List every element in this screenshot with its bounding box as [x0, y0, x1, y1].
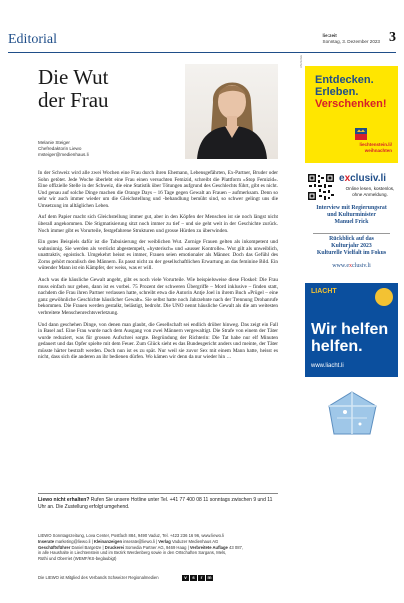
divider: [38, 493, 278, 494]
ad-liacht[interactable]: [305, 283, 398, 377]
paragraph: Auf dem Papier macht sich Gleichstellung immer gut, aber in den Köpfen der Menschen ist sie noch längst nicht überall angekommen. Die Stigmatisierung sitzt noch immer zu tief – und sie geht weit in der Geschichte zurück. Noch immer gibt es Vorurteile, festgefahrene Strukturen und grosse Hürden zu überwinden.: [38, 214, 278, 234]
logo-part: e: [339, 173, 345, 184]
paragraph: In der Schweiz wird alle zwei Wochen eine Frau durch ihren Ehemann, Lebensgefährten, Ex-Partner, Bruder oder Sohn getötet. Jede Woche überlebt eine Frau einen versuchten Femizid, schreibt die Plattform «Stop Femizid». Eine offizielle Stelle in der Schweiz, die eine Statistik über Tötungen aufgrund des Geschlechts führt, gibt es nicht. Und genau auf solche Dinge machen die Orange Days – 16 Tage gegen Gewalt an Frauen – aufmerksam. Denn so sehr wir auch immer wieder um die Gleichstellung und -behandlung bemüht sind, so schwer gelingt uns die Umsetzung im alltäglichen Leben.: [38, 170, 278, 209]
link-part: clusiv.li: [352, 263, 371, 269]
badge-icon: [375, 288, 393, 306]
ad-subline-text: ohne Anmeldung.: [352, 191, 388, 197]
notice-title: Liewo nicht erhalten?: [38, 497, 90, 503]
ad-subline: [341, 186, 399, 197]
ad-liechtenstein[interactable]: [305, 66, 398, 163]
logo-part: x: [344, 173, 351, 184]
ad-interview: [305, 205, 398, 226]
ad-text: und Kulturminister: [327, 212, 376, 218]
ad-link[interactable]: [305, 263, 398, 269]
impressum-line: Rüthi und Oberriet (WEMF/KS-beglaubigt): [38, 556, 117, 562]
impressum-text: Somedia Partner AG, 9469 Haag |: [124, 544, 190, 550]
brand-name: lie:zeit: [322, 33, 337, 38]
vsrm-letter: v: [182, 575, 189, 581]
ad-text: Rückblick auf das: [329, 236, 374, 242]
divider: [313, 233, 390, 234]
impressum-text: Vaduzer Medienhaus AG: [170, 538, 219, 544]
ad-headline: Verschenken!: [315, 98, 387, 110]
vsrm-logo: [182, 575, 213, 581]
paragraph: Auch was die häusliche Gewalt angeht, gibt es noch viele Vorurteile. Wie beispielsweise diese Floskel: Die Frau muss einfach nur gehen, dann ist es vorbei. 75 Prozent der schweren Übergriffe – Mord inklusive – finden statt, nachdem die Frau ihren Partner verlassen hatte, schreibt etwa die Autorin Antje Joel in ihrem Buch «Prügel – eine ganz gewöhnliche Geschichte häuslicher Gewalt». Sie selbst hatte noch Jahrzehnte nach der Trennung Drohanrufe bekommen. Die Frauen werden gestalkt, belästigt, bedroht. Die UNO nennt häusliche Gewalt als die am weitesten verbreitete Menschenrechtsverletzung.: [38, 277, 278, 316]
impressum-text: 43 087,: [227, 544, 244, 550]
ad-link[interactable]: [359, 142, 392, 153]
link-part: x: [349, 263, 352, 269]
impressum-line: in alle Haushalte in Liechtenstein und im Bezirk Werdenberg sowie in den Ortschaften Sargans, Mels,: [38, 550, 227, 556]
delivery-notice: [38, 497, 278, 510]
headline-line: Die Wut: [38, 65, 109, 89]
ad-link[interactable]: www.liacht.li: [311, 363, 344, 369]
ad-text: Kulturelle Vielfalt im Fokus: [316, 250, 387, 256]
impressum-text: marketing@liewo.li |: [54, 538, 94, 544]
impressum-text: inserate@liewo.li |: [122, 538, 159, 544]
ad-image[interactable]: [325, 388, 380, 438]
author-photo: [185, 64, 278, 159]
ad-subline-text: Online lesen, kostenlos,: [345, 186, 395, 191]
paragraph: Ein gutes Beispiels dafür ist die Tabuisierung der weiblichen Wut. Zornige Frauen gelten als inkompetent und wahnsinnig. Sie werden als verrückt abgestempelt, «hysterisch» und «ausser Kontrolle». Wut gilt als unweiblich, unattraktiv, egoistisch. Umgekehrt heisst es immer, Frauen seien emotionaler als Männer. Doch das Gefühl des Zorns gehört moralisch den Männern. Es passt nicht zu der gesellschaftlichen Erwartung an das feminine Bild. Ein wütender Mann ist ein Kämpfer, der weiss, was er will.: [38, 239, 278, 272]
page-header: [8, 30, 396, 52]
ad-label: ANZEIGE: [299, 54, 303, 68]
ad-text: Interview mit Regierungsrat: [316, 205, 387, 211]
ad-headline: Wir helfen: [311, 321, 389, 338]
crown-icon: [355, 128, 367, 140]
impressum-label: Druckerei: [104, 544, 125, 550]
ad-exclusiv[interactable]: [305, 171, 398, 273]
liacht-logo: LIACHT: [311, 288, 337, 295]
paragraph: Und dann geschehen Dinge, von denen man glaubt, die Gesellschaft sei endlich drüber hinweg. Das zeigt ein Fall in Basel auf. Eine Frau wurde nach dem Ausgang von zwei Männern vergewaltigt. Die Strafe von einem der Täter wurde reduziert, was für grossen Aufschrei sorgte. Begründung der Richterin: Die Tat habe nur elf Minuten gedauert und das Opfer spielte mit dem Feuer. Zum Glück sieht es das Bundesgericht anders und meinte, der Täter müsste härter bestraft werden. Doch nun ist es zu spät. Nur weil sie zuvor Sex mit einem Mann hatte, heisst es nicht, dass sich die anderen an ihr bedienen dürfen. Wo kämen wir denn da nur wieder hin …: [38, 321, 278, 361]
impressum-text: Daniel Bargetze |: [70, 544, 105, 550]
impressum-label: Verlag: [158, 538, 171, 544]
author-email[interactable]: msteiger@medienhaus.li: [38, 152, 89, 157]
link-part: www.e: [332, 263, 349, 269]
ad-headline: Entdecken.: [315, 74, 374, 86]
author-name: Melanie Steiger: [38, 140, 70, 145]
vsrm-letter: s: [190, 575, 197, 581]
membership-note: Die LIEWO ist Mitglied des Verbands Schweizer Regionalmedien: [38, 575, 159, 580]
vsrm-letter: m: [207, 575, 212, 580]
byline: [38, 140, 89, 158]
ad-link-text: weihnachten: [364, 147, 392, 153]
impressum-label: Inserate: [38, 538, 55, 544]
ad-text: Kulturjahr 2023: [331, 243, 372, 249]
notice-text: Rufen Sie unsere Hotline unter Tel. +41 77 400 08 11 sonntags zwischen 9 und 11 Uhr an. Die Zustellung erfolgt umgehend.: [38, 497, 273, 510]
header-meta: [323, 33, 380, 45]
impressum: [38, 533, 280, 562]
headline: [38, 66, 109, 112]
header-divider: [8, 52, 396, 53]
ad-review: [305, 236, 398, 257]
vsrm-letter: r: [198, 575, 205, 581]
qr-code-icon[interactable]: [307, 173, 335, 201]
headline-line: der Frau: [38, 88, 109, 112]
ad-text: Manuel Frick: [334, 219, 369, 225]
article-body: [38, 170, 278, 366]
impressum-label: Kleinanzeigen: [93, 538, 122, 544]
logo-part: clusiv.li: [350, 173, 387, 184]
impressum-label: Verbreitete Auflage: [189, 544, 228, 550]
issue-date: Sonntag, 3. Dezember 2023: [322, 39, 380, 44]
impressum-label: Geschäftsführer: [38, 544, 71, 550]
ad-headline: Erleben.: [315, 86, 359, 98]
ad-link-text: liechtenstein.li/: [359, 142, 392, 147]
ad-headline: helfen.: [311, 338, 363, 355]
impressum-line: LIEWO Sonntagszeitung, Lova Center, Postfach 884, 9490 Vaduz, Tel. +423 236 16 96, www.liewo.li: [38, 533, 224, 538]
section-title: Editorial: [8, 32, 57, 47]
page-number: 3: [389, 30, 396, 45]
author-role: Chefredaktorin Liewo: [38, 146, 82, 151]
exclusiv-logo: [339, 173, 386, 184]
